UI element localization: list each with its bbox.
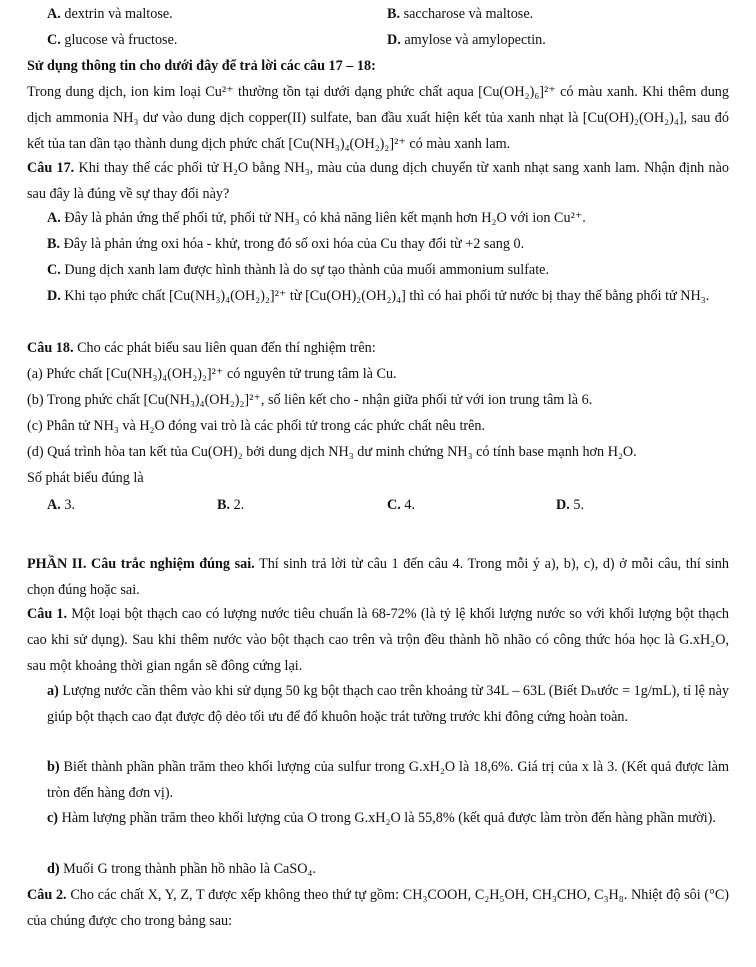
prev-option-d: D. amylose và amylopectin. — [387, 32, 546, 48]
question-17: Câu 17. Khi thay thế các phối tử H₂O bằng NH₃, màu của dung dịch chuyển từ xanh nhạt sang xanh lam. Nhận định nào sau đây là đúng về sự thay đổi này? — [27, 160, 729, 202]
prev-option-a: A. dextrin và maltose. — [47, 6, 173, 22]
part2-header: PHẦN II. Câu trắc nghiệm đúng sai. Thí sinh trả lời từ câu 1 đến câu 4. Trong mỗi ý a), b), c), d) ở mỗi câu, thí sinh chọn đúng hoặc sai. — [27, 556, 729, 598]
q18-option-b: B. 2. — [217, 497, 245, 513]
q18-statement-c: (c) Phân tử NH₃ và H₂O đóng vai trò là các phối tử trong các phức chất nêu trên. — [27, 418, 486, 434]
part2-question-1: Câu 1. Một loại bột thạch cao có lượng nước tiêu chuẩn là 68-72% (là tỷ lệ khối lượng nước so với khối lượng bột thạch cao khi sử dụng). Sau khi thêm nước vào bột thạch cao trên và trộn đều thành hồ nhão có công thức hóa học là G.xH₂O, sau một khoảng thời gian ngắn sẽ đông cứng lại. — [27, 606, 729, 674]
info-heading: Sử dụng thông tin cho dưới đây để trả lời các câu 17 – 18: — [27, 58, 376, 74]
info-paragraph: Trong dung dịch, ion kim loại Cu²⁺ thường tồn tại dưới dạng phức chất aqua [Cu(OH₂)₆]²⁺ có màu xanh. Khi thêm dung dịch ammonia NH₃ dư vào dung dịch copper(II) sulfate, ban đầu xuất hiện kết tủa xanh nhạt là [Cu(OH)₂(OH₂)₄], sau đó kết tủa tan dần tạo thành dung dịch phức chất [Cu(NH₃)₄(OH₂)₂]²⁺ có màu xanh lam. — [27, 84, 729, 152]
q18-option-a: A. 3. — [47, 497, 75, 513]
q18-option-c: C. 4. — [387, 497, 415, 513]
q18-count-prompt: Số phát biểu đúng là — [27, 470, 144, 486]
q18-statement-a: (a) Phức chất [Cu(NH₃)₄(OH₂)₂]²⁺ có nguyên tử trung tâm là Cu. — [27, 366, 397, 382]
q17-option-a: A. Đây là phản ứng thế phối tử, phối tử NH₃ có khả năng liên kết mạnh hơn H₂O với ion Cu²⁺. — [47, 210, 586, 226]
q18-statement-d: (d) Quá trình hòa tan kết tủa Cu(OH)₂ bởi dung dịch NH₃ dư minh chứng NH₃ có tính base mạnh hơn H₂O. — [27, 444, 637, 460]
p2q1-item-d: d) Muối G trong thành phần hồ nhão là CaSO₄. — [47, 861, 316, 877]
prev-option-b: B. saccharose và maltose. — [387, 6, 534, 22]
q17-option-b: B. Đây là phản ứng oxi hóa - khử, trong đó số oxi hóa của Cu thay đổi từ +2 sang 0. — [47, 236, 525, 252]
q17-option-c: C. Dung dịch xanh lam được hình thành là do sự tạo thành của muối ammonium sulfate. — [47, 262, 550, 278]
q18-statement-b: (b) Trong phức chất [Cu(NH₃)₄(OH₂)₂]²⁺, số liên kết cho - nhận giữa phối tử với ion trung tâm là 6. — [27, 392, 593, 408]
q18-option-d: D. 5. — [556, 497, 584, 513]
question-18: Câu 18. Cho các phát biểu sau liên quan đến thí nghiệm trên: — [27, 340, 376, 356]
p2q1-item-c: c) Hàm lượng phần trăm theo khối lượng của O trong G.xH₂O là 55,8% (kết quả được làm tròn đến hàng phần mười). — [47, 810, 716, 826]
p2q1-item-b: b) Biết thành phần phần trăm theo khối lượng của sulfur trong G.xH₂O là 18,6%. Giá trị của x là 3. (Kết quả được làm tròn đến hàng đơn vị). — [47, 759, 729, 801]
p2q1-item-a: a) Lượng nước cần thêm vào khi sử dụng 50 kg bột thạch cao trên khoảng từ 34L – 63L (Biết Dₙước = 1g/mL), tỉ lệ này giúp bột thạch cao đạt được độ dẻo tối ưu để đổ khuôn hoặc trát tường trước khi đông cứng hoàn toàn. — [47, 683, 729, 725]
prev-option-c: C. glucose và fructose. — [47, 32, 178, 48]
part2-question-2: Câu 2. Cho các chất X, Y, Z, T được xếp không theo thứ tự gồm: CH₃COOH, C₂H₅OH, CH₃CHO, C₃H₈. Nhiệt độ sôi (°C) của chúng được cho trong bảng sau: — [27, 887, 730, 929]
q17-option-d: D. Khi tạo phức chất [Cu(NH₃)₄(OH₂)₂]²⁺ từ [Cu(OH)₂(OH₂)₄] thì có hai phối tử nước bị thay thế bằng phối tử NH₃. — [47, 288, 710, 304]
